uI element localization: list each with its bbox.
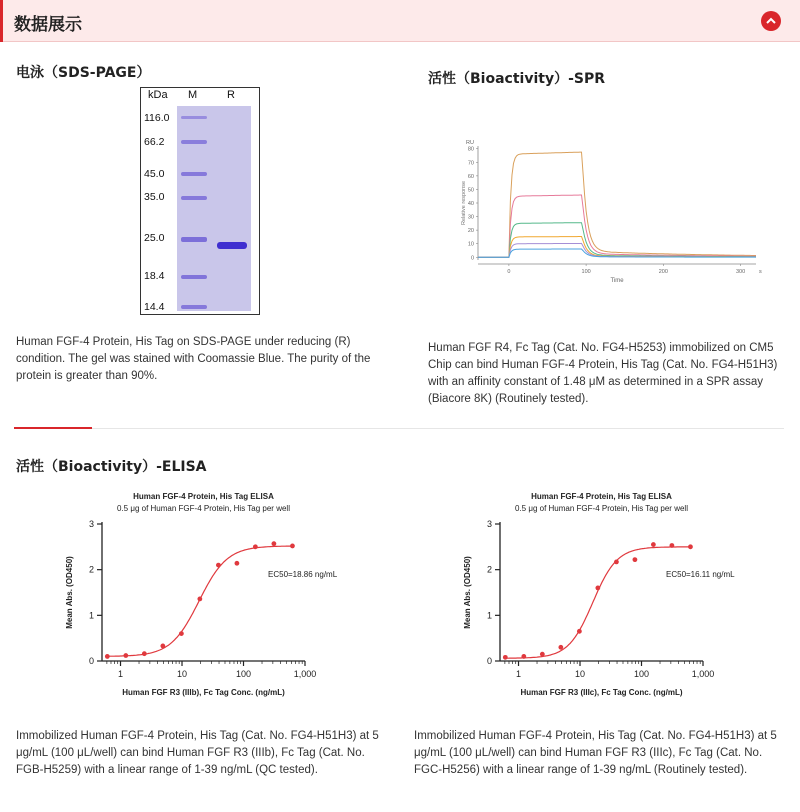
elisa-x-tick-label: 100	[235, 669, 252, 679]
elisa-chart-subtitle: 0.5 μg of Human FGF-4 Protein, His Tag per well	[515, 504, 688, 513]
marker-band	[181, 140, 207, 144]
elisa-data-point	[614, 560, 619, 565]
spr-caption: Human FGF R4, Fc Tag (Cat. No. FG4-H5253) immobilized on CM5 Chip can bind Human FGF-4 Protein, His Tag (Cat. No. FG4-H51H3) with an affinity constant of 1.48 μM as determined in a SPR assay (Biacore 8K) (Routinely tested).	[428, 342, 778, 405]
spr-y-tick-label: 0	[470, 255, 474, 262]
elisa-data-point	[235, 561, 240, 566]
gel-header-reduced: R	[227, 89, 235, 101]
section-header	[0, 0, 800, 42]
marker-band	[181, 275, 207, 279]
chevron-up-icon	[765, 15, 777, 27]
elisa-data-point	[577, 629, 582, 634]
spr-y-tick-label: 70	[467, 160, 474, 167]
elisa-data-point	[105, 654, 110, 659]
mw-label: 14.4	[144, 301, 165, 313]
section-divider-accent	[14, 427, 92, 429]
elisa-data-point	[669, 543, 674, 548]
elisa-x-tick-label: 100	[633, 669, 650, 679]
elisa-x-tick-label: 10	[177, 669, 188, 679]
spr-title: 活性（Bioactivity）-SPR	[428, 71, 606, 87]
spr-series-line	[478, 152, 756, 257]
elisa-data-point	[595, 586, 600, 591]
elisa-fit-curve	[505, 547, 691, 658]
elisa-data-point	[290, 544, 295, 549]
elisa-y-tick-label: 2	[88, 564, 94, 575]
marker-band	[181, 196, 207, 200]
elisa-data-point	[540, 652, 545, 657]
spr-x-tick-label: 200	[658, 269, 668, 275]
elisa1-caption: Immobilized Human FGF-4 Protein, His Tag (Cat. No. FG4-H51H3) at 5 μg/mL (100 μL/well) can bind Human FGF R3 (IIIb), Fc Tag (Cat. No. FGB-H5259) with a linear range of 1-39 ng/mL (QC tested).	[16, 730, 379, 776]
spr-series-line	[478, 195, 756, 257]
sds-gel-image	[140, 87, 260, 315]
elisa-y-tick-label: 0	[486, 656, 492, 666]
marker-band	[181, 116, 207, 119]
spr-x-tick-label: 0	[507, 269, 511, 275]
marker-band	[181, 237, 207, 242]
mw-label: 18.4	[144, 270, 165, 282]
elisa-x-tick-label: 1,000	[691, 669, 715, 679]
elisa-data-point	[633, 557, 638, 562]
spr-x-tick-label: 300	[735, 269, 746, 275]
gel-lanes	[177, 106, 251, 311]
elisa-data-point	[521, 654, 526, 659]
elisa-y-tick-label: 1	[486, 610, 492, 621]
header-title: 数据展示	[14, 15, 82, 35]
elisa-x-tick-label: 1	[516, 669, 522, 679]
elisa-data-point	[197, 596, 202, 601]
gel-header-kda: kDa	[148, 89, 168, 101]
elisa-y-label: Mean Abs. (OD450)	[65, 556, 74, 629]
spr-y-tick-label: 30	[467, 214, 474, 221]
mw-label: 66.2	[144, 136, 165, 148]
elisa-data-point	[160, 644, 165, 649]
elisa-y-tick-label: 2	[486, 564, 492, 575]
spr-x-label: Time	[610, 278, 624, 284]
elisa-y-tick-label: 3	[88, 519, 94, 529]
elisa2-caption: Immobilized Human FGF-4 Protein, His Tag (Cat. No. FG4-H51H3) at 5 μg/mL (100 μL/well) can bind Human FGF R3 (IIIc), Fc Tag (Cat. No. FGC-H5256) with a linear range of 1-39 ng/mL (Routinely tested).	[414, 730, 777, 776]
elisa-x-tick-label: 1	[118, 669, 124, 679]
mw-label: 45.0	[144, 168, 165, 180]
sds-title: 电泳（SDS-PAGE）	[16, 65, 151, 81]
elisa-ec50-label: EC50=16.11 ng/mL	[666, 570, 735, 580]
spr-y-tick-label: 80	[467, 146, 474, 153]
spr-y-tick-label: 10	[467, 241, 474, 248]
elisa-data-point	[503, 655, 508, 660]
marker-band	[181, 172, 207, 176]
section-divider	[14, 428, 784, 429]
elisa-y-tick-label: 3	[486, 519, 492, 529]
elisa-y-tick-label: 0	[88, 656, 94, 666]
spr-chart	[456, 134, 766, 288]
elisa-x-label: Human FGF R3 (IIIc), Fc Tag Conc. (ng/mL)	[520, 688, 683, 697]
spr-x-unit: s	[759, 269, 762, 275]
elisa-chart-title: Human FGF-4 Protein, His Tag ELISA	[531, 492, 672, 501]
elisa-data-point	[558, 645, 563, 650]
elisa-data-point	[216, 563, 221, 568]
elisa-data-point	[651, 542, 656, 547]
spr-y-tick-label: 60	[467, 173, 474, 180]
elisa-data-point	[253, 544, 258, 549]
spr-y-tick-label: 20	[467, 228, 474, 235]
spr-y-unit: RU	[466, 140, 474, 146]
spr-y-tick-label: 40	[467, 201, 474, 207]
elisa-data-point	[688, 544, 693, 549]
elisa-chart-title: Human FGF-4 Protein, His Tag ELISA	[133, 492, 274, 501]
mw-label: 25.0	[144, 232, 165, 244]
elisa-chart-2	[448, 486, 778, 704]
elisa-y-tick-label: 1	[88, 610, 94, 621]
spr-y-label: Relative response	[461, 180, 467, 226]
sample-band	[217, 242, 247, 249]
elisa-chart-subtitle: 0.5 μg of Human FGF-4 Protein, His Tag per well	[117, 504, 290, 513]
gel-header-marker: M	[188, 89, 198, 101]
mw-label: 35.0	[144, 191, 165, 203]
collapse-button[interactable]	[761, 11, 781, 31]
elisa-data-point	[179, 631, 184, 636]
elisa-title: 活性（Bioactivity）-ELISA	[16, 459, 207, 475]
sds-caption: Human FGF-4 Protein, His Tag on SDS-PAGE under reducing (R) condition. The gel was stained with Coomassie Blue. The purity of the protein is greater than 90%.	[16, 336, 371, 382]
elisa-ec50-label: EC50=18.86 ng/mL	[268, 570, 338, 580]
marker-band	[181, 305, 207, 309]
elisa-data-point	[142, 651, 147, 656]
spr-y-tick-label: 50	[467, 187, 474, 194]
elisa-x-label: Human FGF R3 (IIIb), Fc Tag Conc. (ng/mL)	[122, 688, 285, 697]
elisa-y-label: Mean Abs. (OD450)	[463, 556, 472, 629]
elisa-x-tick-label: 10	[575, 669, 586, 679]
spr-x-tick-label: 100	[581, 269, 591, 275]
elisa-x-tick-label: 1,000	[293, 669, 317, 679]
elisa-data-point	[271, 541, 276, 546]
mw-label: 116.0	[144, 112, 170, 124]
elisa-data-point	[123, 653, 128, 658]
elisa-chart-1	[50, 486, 380, 704]
